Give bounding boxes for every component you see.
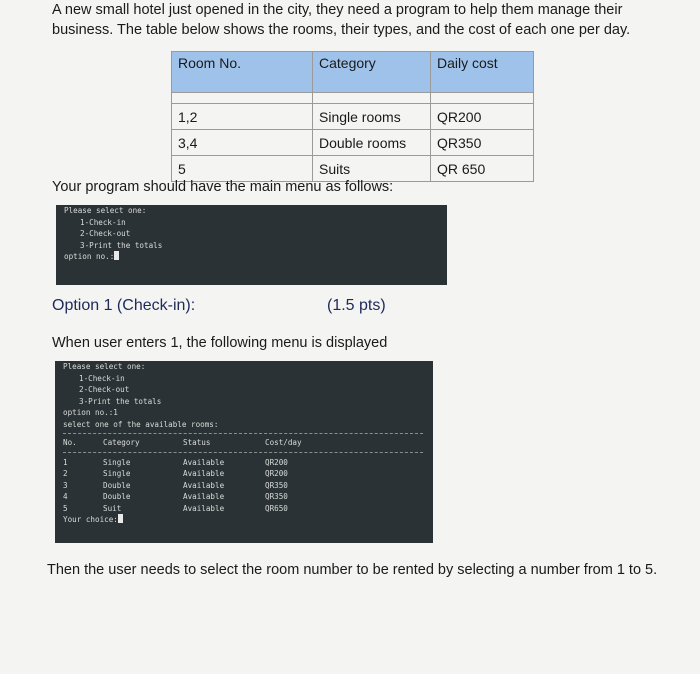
- room-status: Available: [183, 480, 225, 490]
- room-cost: QR650: [265, 503, 288, 513]
- console-table-row: [63, 491, 425, 503]
- room-status: Available: [183, 492, 225, 501]
- cell-cost: QR350: [431, 130, 534, 156]
- room-cost: QR350: [265, 480, 288, 490]
- checkin-console: [55, 361, 433, 543]
- cell-category: Suits: [313, 156, 431, 182]
- dashed-divider: [63, 433, 423, 434]
- cell-room-no: 1,2: [172, 104, 313, 130]
- cell-category: Double rooms: [313, 130, 431, 156]
- cell-cost: QR 650: [431, 156, 534, 182]
- room-no: 4: [63, 492, 68, 501]
- room-cost: QR200: [265, 469, 288, 478]
- console-line: 2-Check-out: [80, 229, 131, 238]
- console-line: select one of the available rooms:: [63, 419, 219, 429]
- header-category: Category: [313, 52, 431, 93]
- console-line: 3-Print the totals: [79, 396, 162, 406]
- cursor-icon: [114, 251, 119, 260]
- rooms-table: [171, 51, 534, 182]
- room-category: Double: [103, 480, 131, 490]
- console-line: 3-Print the totals: [80, 240, 163, 250]
- header-room-no: Room No.: [172, 52, 313, 93]
- cell-category: Single rooms: [313, 104, 431, 130]
- console-prompt: [64, 251, 439, 263]
- cell-room-no: 5: [172, 156, 313, 182]
- intro-paragraph: A new small hotel just opened in the city, they need a program to help them manage their business. The table below shows the rooms, their types, and the cost of each one per day.: [52, 2, 631, 38]
- col-header-no: No.: [63, 438, 77, 447]
- room-status: Available: [183, 469, 225, 478]
- table-header-row: [172, 52, 534, 93]
- room-cost: QR350: [265, 492, 288, 501]
- console-prompt: [63, 514, 425, 526]
- option1-title: Option 1 (Check-in):: [52, 297, 196, 314]
- dashed-divider: [63, 452, 423, 453]
- col-header-status: Status: [183, 438, 211, 447]
- outro-paragraph: Then the user needs to select the room number to be rented by selecting a number from 1 to 5.: [47, 562, 658, 578]
- room-category: Double: [103, 492, 131, 501]
- room-status: Available: [183, 503, 225, 513]
- console-table-row: [63, 503, 425, 515]
- cell-room-no: 3,4: [172, 130, 313, 156]
- cursor-icon: [118, 514, 123, 523]
- room-category: Single: [103, 457, 131, 467]
- console-line: option no.:1: [63, 408, 118, 417]
- room-category: Single: [103, 469, 131, 478]
- room-no: 5: [63, 503, 68, 513]
- room-cost: QR200: [265, 457, 288, 467]
- console-table-row: [63, 480, 425, 492]
- cell-cost: QR200: [431, 104, 534, 130]
- menu-intro: Your program should have the main menu as follows:: [52, 179, 394, 195]
- console-line: Please select one:: [63, 362, 146, 371]
- choice-text: Your choice:: [63, 515, 118, 524]
- header-daily-cost: Daily cost: [431, 52, 534, 93]
- console-line: 1-Check-in: [79, 373, 125, 383]
- table-row: [172, 104, 534, 130]
- option1-points: (1.5 pts): [327, 297, 386, 314]
- console-table-header: [63, 437, 425, 449]
- table-row: [172, 130, 534, 156]
- col-header-cost: Cost/day: [265, 438, 302, 447]
- col-header-category: Category: [103, 438, 140, 447]
- console-line: 2-Check-out: [79, 385, 130, 394]
- console-line: 1-Check-in: [80, 217, 126, 227]
- prompt-text: option no.:: [64, 252, 115, 261]
- console-table-row: [63, 468, 425, 480]
- room-no: 2: [63, 469, 68, 478]
- console-table-row: [63, 457, 425, 469]
- console-line: Please select one:: [64, 206, 147, 215]
- main-menu-console: [56, 205, 447, 285]
- room-category: Suit: [103, 503, 122, 513]
- room-status: Available: [183, 457, 225, 467]
- room-no: 3: [63, 480, 68, 490]
- option1-description: When user enters 1, the following menu is displayed: [52, 335, 388, 351]
- room-no: 1: [63, 457, 68, 467]
